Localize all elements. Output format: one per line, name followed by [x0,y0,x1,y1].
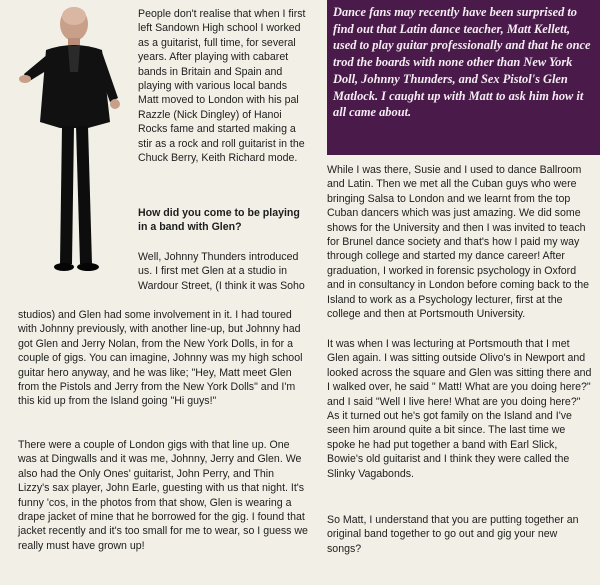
right-para-2: It was when I was lecturing at Portsmouth that I met Glen again. I was sitting outside Olivo's in Newport and looked across the square and Glen was sitting there and I walked over, he said " Matt! What are you doing here?" and I said "Well I live here! What are you doing here?" As it turned out he's got family on the Island and I've seen him around quite a bit since. The last time we spoke he had put together a band with Earl Slick, Bowie's old guitarist and I think they were called the Slinky Vagabonds. [327,338,592,480]
matt-kellett-photo [18,2,133,277]
question-1: How did you come to be playing in a band with Glen? [138,207,300,234]
right-para-1: While I was there, Susie and I used to dance Ballroom and Latin. Then we met all the Cuban guys who were bringing Salsa to London and we learnt from the top Cuban dancers which was just amazing. We did some shows for the University and then I was invited to teach for Brunel dance society and that's how I paid my way through college and started my dance career! After graduation, I worked in forensic psychology in Oxford and in consultancy in London before coming back to the Island to work as a Psychology lecturer, first at the college and then at Portsmouth University. [327,164,590,321]
left-para-1: People don't realise that when I first left Sandown High school I worked as a guitarist, full time, for several years. After playing with cabaret bands in Britain and Spain and playing with various local bands Matt moved to London with his pal Razzle (Nick Dingley) of Hanoi Rocks fame and started making a stir as a rock and roll guitarist in the Chuck Berry, Keith Richard mode. [138,8,306,165]
left-para-2b: studios) and Glen had some involvement in it. I had toured with Johnny previously, with another line-up, but Johnny had got Glen and Jerry Nolan, from the New York Dolls, in for a couple of gigs. You can imagine, Johnny was my high school guitar hero anyway, and he was like; "Hey, Matt meet Glen from the Pistols and Jerry from the New York Dolls" and I'm this kid up from the Island going "Hi guys!" [18,309,303,408]
left-para-2a: Well, Johnny Thunders introduced us. I first met Glen at a studio in Wardour Street, (I think it was Soho [138,251,305,292]
left-para-3: There were a couple of London gigs with that line up. One was at Dingwalls and it was me, Johnny, Jerry and Glen. We also had the Only Ones' guitarist, John Perry, and Thin Lizzy's sax player, John Earle, guesting with us that night. It's funny 'cos, in the photos from that show, Glen is wearing a drape jacket of mine that he borrowed for the gig. I found that jacket recently and it's too small for me to wear, so I guess we really must have grown up! [18,439,308,552]
question-2: So Matt, I understand that you are putting together an original band together to go out and gig your new songs? [327,514,579,555]
intro-text: Dance fans may recently have been surprised to find out that Latin dance teacher, Matt Kellett, used to play guitar professionally and that he once trod the boards with none other than New York Doll, Johnny Thunders, and Sex Pistol's Glen Matlock. I caught up with Matt to ask him how it all came about. [333,5,591,120]
photo-illustration [18,2,133,277]
